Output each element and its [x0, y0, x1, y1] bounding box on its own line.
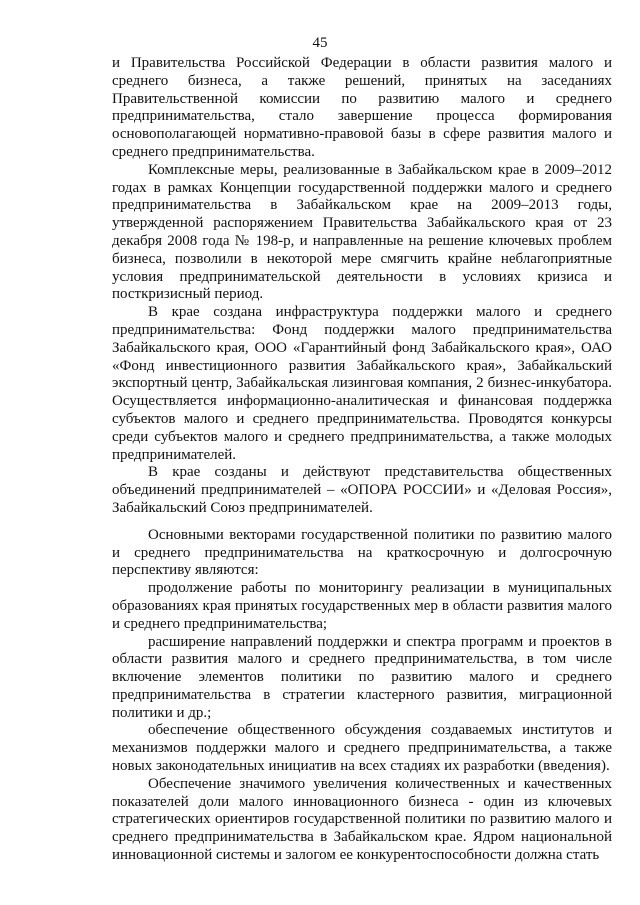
paragraph-complex-measures: Комплексные меры, реализованные в Забайкальском крае в 2009–2012 годах в рамках Концепции государственной поддержки малого и среднего предпринимательства в Забайкальском крае на 2009–2013 годы, утвержденной распоряжением Правительства Забайкальского края от 23 декабря 2008 года № 198-р, и направленные на решение ключевых проблем бизнеса, позволили в некоторой мере смягчить крайне неблагоприятные условия предпринимательской деятельности в условиях кризиса и посткризисный период.	[112, 161, 612, 303]
list-item-support-expansion: расширение направлений поддержки и спектра программ и проектов в области развития малого и среднего предпринимательства, в том числе включение элементов политики по развитию малого и среднего предпринимательства в стратегии кластерного развития, миграционной политики и др.;	[112, 633, 612, 721]
paragraph-public-associations: В крае созданы и действуют представительства общественных объединений предпринимателей – «ОПОРА РОССИИ» и «Деловая Россия», Забайкальский Союз предпринимателей.	[112, 464, 612, 516]
list-item-monitoring: продолжение работы по мониторингу реализации в муниципальных образованиях края принятых государственных мер в области развития малого и среднего предпринимательства;	[112, 580, 612, 632]
paragraph-policy-vectors: Основными векторами государственной политики по развитию малого и среднего предпринимательства на краткосрочную и долгосрочную перспективу являются:	[112, 526, 612, 579]
document-body	[112, 55, 612, 865]
list-item-public-discussion: обеспечение общественного обсуждения создаваемых институтов и механизмов поддержки малого и среднего предпринимательства, а также новых законодательных инициатив на всех стадиях их разработки (введения).	[112, 722, 612, 775]
paragraph-innovation: Обеспечение значимого увеличения количественных и качественных показателей доли малого инновационного бизнеса - один из ключевых стратегических ориентиров государственной политики по развитию малого и среднего предпринимательства в Забайкальском крае. Ядром национальной инновационной системы и залогом ее конкурентоспособности должна стать	[112, 775, 612, 864]
page-number: 45	[312, 35, 328, 51]
paragraph-continuation: и Правительства Российской Федерации в области развития малого и среднего бизнеса, а также решений, принятых на заседаниях Правительственной комиссии по развитию малого и среднего предпринимательства, стало завершение процесса формирования основополагающей нормативно-правовой базы в сфере развития малого и среднего предпринимательства.	[112, 55, 612, 160]
paragraph-infrastructure: В крае создана инфраструктура поддержки малого и среднего предпринимательства: Фонд поддержки малого предпринимательства Забайкальского края, ООО «Гарантийный фонд Забайкальского края», ОАО «Фонд инвестиционного развития Забайкальского края», Забайкальский экспортный центр, Забайкальская лизинговая компания, 2 бизнес-инкубатора. Осуществляется информационно-аналитическая и финансовая поддержка субъектов малого и среднего предпринимательства. Проводятся конкурсы среди субъектов малого и среднего предпринимательства, а также молодых предпринимателей.	[112, 304, 612, 463]
